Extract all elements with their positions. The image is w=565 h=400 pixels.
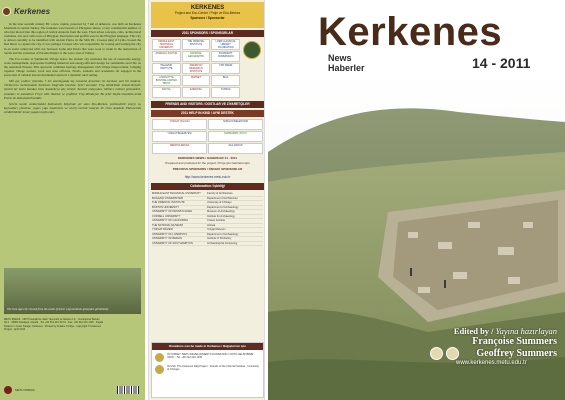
editor-name-1: Françoise Summers: [472, 336, 557, 347]
panel-header: [151, 2, 264, 28]
collaborator-unit: University of Chicago: [207, 201, 232, 204]
collaborator-name: UNIVERSITY OF BERLIN: [152, 237, 182, 240]
collaborator-unit: Archaeological Computing: [207, 241, 238, 245]
section-collaboration: Collaboration / İşbirliği: [151, 183, 264, 190]
barcode-icon: [117, 386, 139, 394]
sponsor-logo: ANADOLU KÜLTÜR: [152, 51, 181, 62]
section-friends: FRIENDS AND VISITORS / DOSTLAR VE ZİYARETÇİLER: [151, 101, 264, 108]
cover-subtitle: [328, 53, 365, 73]
intro-text: [4, 22, 141, 116]
donation-row-turkey: [152, 350, 263, 362]
previous-sponsors-label: PREVIOUS SPONSORS / ÖNCEKİ SPONSORLAR: [172, 167, 243, 171]
collaborator-unit: Faculty of Architecture: [207, 192, 233, 195]
cover-url-link[interactable]: www.kerkenes.metu.edu.tr: [456, 360, 527, 366]
donation-text-usa: IN USA: The Kerkenes Dağ Project · Friends of the Oriental Institute · University of Chicago: [167, 365, 259, 372]
oriental-institute-logo-icon: [155, 365, 164, 374]
collaborator-unit: Department of Archaeology: [207, 232, 239, 236]
cover-news-label: News: [328, 53, 352, 63]
donation-text-turkey: IN TURKEY: METU DEVELOPMENT FOUNDATION / ODTÜ GELİŞTİRME VAKFI · Tel: +90 312 210 1105: [167, 353, 254, 360]
collaborator-unit: Ankara: [207, 223, 216, 227]
donation-row-usa: [152, 362, 263, 374]
editors-block: [454, 326, 557, 360]
cover-title: Kerkenes: [318, 10, 503, 54]
sponsor-logo: FULBRIGHT COMMISSION: [211, 51, 240, 62]
collaborator-name: CORNELL UNIVERSITY: [152, 214, 181, 218]
collaborator-name: UNIVERSITY OF PENNSYLVANIA: [152, 210, 193, 213]
kind-logo-grid: [152, 119, 263, 154]
sponsor-logo: THE ORIENTAL INSTITUTE: [182, 39, 211, 50]
sponsor-logo: MAPNET: [182, 75, 211, 86]
sponsor-logo-grid: [152, 39, 240, 98]
edited-by-line: [454, 326, 557, 336]
city-photo: [4, 268, 141, 314]
section-help-in-kind: 2011 HELP IN KIND / AYNİ DESTEK: [151, 110, 264, 117]
panel-title: KERKENES: [190, 5, 225, 11]
foundation-logo-icon: [155, 353, 164, 362]
collaborator-name: BOSTON UNIVERSITY: [152, 205, 180, 209]
sponsor-logo: ENERJİSA: [182, 87, 211, 98]
panel-sponsors-label: Sponsors / Sponsorlar: [190, 16, 225, 20]
imprint-text: METU PRESS · ODTÜ Geliştirme Vakfı Yayıncılık ve İletişim A.Ş. · Dumlupınar Bulvarı No:1 · 06800 Çankaya, Ankara · Tel: +90 312 210 23 01 · Fax: +90 312 210 1105 · Kapak Tasarımı / Cover Design: Kerkenes · Printed by Ankara, Türkiye · Copyright © Kerkenes Project · April 2012: [4, 318, 104, 331]
sponsors-panel: [148, 0, 265, 400]
edited-by-label: Edited by /: [453, 326, 496, 336]
sponsor-logo: NATIONAL GEOGRAPHIC: [182, 51, 211, 62]
collaborators-list: [152, 192, 263, 246]
collaborator-unit: Institute for Archaeology: [207, 214, 235, 218]
kind-logo: YOZGAT BELEDİYESİ: [152, 131, 207, 142]
kerkenes-logo-icon: [2, 7, 11, 16]
sponsor-logo: TÜPRAŞ: [211, 87, 240, 98]
intro-paragraph-en-2: The Eco-Center at Şahmuratlı Village below the ancient city promotes the use of renewable energy, water management, appropriate building materials and energy-efficient design for sustainable rural life on the Anatolian Plateau. This approach combines heritage management with village improvement, bringing together village women, local and state officials, NGOs, students and academics all engaged in the protection of cultural and environmental assets in a dynamic rural setting.: [4, 56, 141, 78]
collaborator-name: MIDDLE EAST TECHNICAL UNIVERSITY: [152, 192, 201, 195]
project-line: Prepared and produced for the project / Proje için hazırlanmıştır: [165, 161, 250, 165]
back-cover-page: [0, 0, 145, 400]
publisher-name: METU PRESS: [15, 388, 35, 392]
panel-url-link[interactable]: http://www.kerkenes.metu.edu.tr: [184, 175, 231, 179]
collaborator-unit: Department of Architecture: [207, 196, 238, 200]
photo-caption: The Iron Age city viewed from the south. (Demir Çağı kentinin güneyden görünümü): [7, 306, 109, 311]
sponsor-logo: HELLENIC INSTITUTE: [152, 63, 181, 74]
sponsor-logo: AMERICAN RESEARCH INSTITUTE: [182, 63, 211, 74]
brand-name: Kerkenes: [14, 6, 51, 16]
newsletter-line: KERKENES NEWS / HABERLER 14 · 2011: [177, 156, 237, 160]
collaborator-unit: Institute of Prehistory: [207, 237, 232, 240]
sponsor-logo: MIDDLE EAST TECHNICAL UNIVERSITY: [152, 39, 181, 50]
collaborator-unit: Museum of Archaeology: [207, 210, 235, 213]
cover-logo-row: [430, 347, 459, 360]
donations-header: Donations can be made in Kerkenes / Bağışlarınız için: [152, 343, 263, 350]
kind-logo: ŞAHMURATLI KÖYÜ: [208, 131, 263, 142]
collaborator-row: [152, 242, 263, 247]
sponsor-logo: CHARLOTTE BONHAM-CARTER TRUST: [152, 75, 181, 86]
sponsor-logo: SOZYAL: [152, 87, 181, 98]
collaborator-name: THE ORIENTAL INSTITUTE: [152, 201, 185, 204]
edited-by-label-tr: Yayına hazırlayan: [495, 326, 557, 336]
publisher-block: [4, 386, 35, 394]
cover-haberler-label: Haberler: [328, 63, 365, 73]
collaborator-name: YOZGAT MÜZESİ: [152, 228, 173, 231]
intro-paragraph-tr-1: MÖ geç yedinci yüzyılda, 7 km uzunluğunda taş savunma duvarları ile korunan yeni bir başkent, Türkiye'nin merkezindeki Kerkenes Dağı'nda kuruldu. Şehri kuranlar Frig kültürünün temsilcileriydi; önemli bir kısmı batıdan Orta Anadolu'ya göç etmişti. Kentsel anlayışları, kültleri, mimari gelenekleri, sanatları ve zanaatları Frig'e aitti. Yazıtlar ve grafitiler Frig dilindeydi. Bu şehir büyük olasılıkla antik Pteria ile özdeşleştirilmelidir.: [4, 79, 141, 100]
collaborator-unit: Yozgat Museum: [207, 228, 226, 231]
sponsor-logo: YAPI KREDİ: [211, 63, 240, 74]
emblem-icon: [430, 347, 443, 360]
kind-logo: MEDOSA ENKAZ: [152, 143, 207, 154]
intro-paragraph-en-1: In the later seventh century BC a new capital, protected by 7 km of defences, was built on Kerkenes Mountain in central Turkey. The founders were bearers of Phrygian culture, a very considerable number of who had moved into this region of central Anatolia from the west. Their urban concepts, cults, architectural traditions, arts and crafts were of Phrygian. Inscription and graffiti were in the Phrygian language. This city is almost certainly to be identified with ancient Pteria. In the 540s BC, Croesus king of Lydia crossed the Red River to capture the city. It was perhaps Croesus who was responsible for looting and burning the city in an event connected with war between Lydia and Persia that were soon to result in the destruction of Sardis and the extension of Persian Empire to the west coast of Turkey.: [4, 22, 141, 55]
issue-number: 14 - 2011: [472, 55, 531, 71]
kind-logo: AKA GROUP: [208, 143, 263, 154]
panel-subtitle: Project and Eco-Center / Proje ve Eko-Merkez: [174, 11, 241, 15]
editor-name-2: Geoffrey Summers: [476, 348, 557, 359]
sponsor-logo: LOEB CLASSICAL LIBRARY FOUNDATION: [211, 39, 240, 50]
kind-logo: SORGUN BELEDİYESİ: [208, 119, 263, 130]
collaborator-name: THE NATIONAL MUSEUM: [152, 223, 183, 227]
collaborator-name: UNIVERSITY OF CALIFORNIA: [152, 219, 189, 222]
metu-logo-icon: [4, 386, 12, 394]
collaborator-unit: Cotsen Institute: [207, 219, 226, 222]
intro-paragraph-tr-2: Şehrin kentin eteklerindeki Şahmuratlı Köyü'nde yer alan Eko-Merkez, yenilenebilir enerji, su kaynakları yönetimi, uygun yapı malzemesi ve enerji verimli tasarım ile Orta Anadolu Platosu'nda sürdürülebilir kırsal yaşamı teşvik eder.: [4, 101, 141, 114]
sponsor-logo: BIAA: [211, 75, 240, 86]
donations-box: [151, 342, 264, 398]
collaborator-name: UNIVERSITY OF LIVERPOOL: [152, 232, 188, 236]
emblem-icon: [446, 347, 459, 360]
kind-logo: YOZGAT VALİLİĞİ: [152, 119, 207, 130]
brand-header: [2, 4, 143, 18]
collaborator-unit: Department of Archaeology: [207, 205, 239, 209]
collaborator-name: BOĞAZİÇİ ÜNİVERSİTESİ: [152, 196, 184, 200]
museum-badge-icon: [243, 41, 261, 59]
front-cover-page: [268, 0, 565, 400]
collaborator-name: UNIVERSITY OF SOUTHAMPTON: [152, 241, 193, 245]
section-sponsors: 2011 SPONSORS / SPONSORLAR: [151, 30, 264, 37]
